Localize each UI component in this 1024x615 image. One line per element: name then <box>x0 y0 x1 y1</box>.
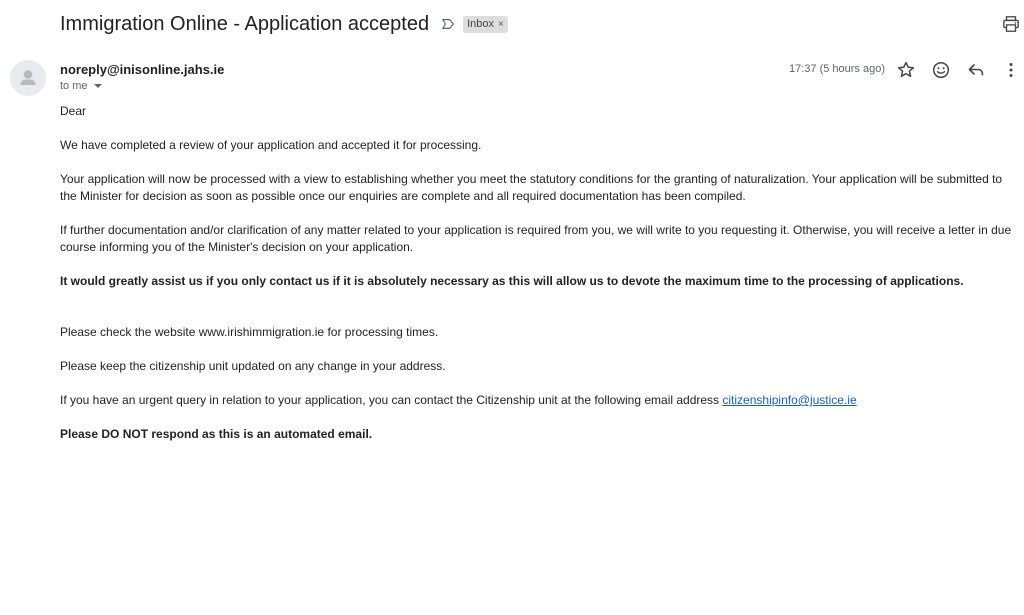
body-paragraph-3: If further documentation and/or clarification of any matter related to your application is required from you, we will write to you requesting it. Otherwise, you will receive a letter in due course informing you of the Minister's decision on your application. <box>60 223 1012 254</box>
recipient-summary <box>60 80 102 92</box>
body-paragraph-do-not-respond <box>60 426 1020 443</box>
body-paragraph-address: Please keep the citizenship unit updated on any change in your address. <box>60 359 446 373</box>
more-vert-icon[interactable] <box>1001 60 1021 80</box>
do-not-respond-emphasis: DO NOT <box>101 427 149 441</box>
emoji-react-icon[interactable] <box>931 60 951 80</box>
show-details-caret-icon[interactable] <box>94 84 102 88</box>
label-chip-text: Inbox <box>467 18 495 30</box>
default-avatar[interactable] <box>10 60 46 96</box>
remove-label-button[interactable]: × <box>498 18 504 30</box>
do-not-respond-prefix: Please <box>60 427 102 441</box>
subject-row <box>60 10 508 38</box>
reply-icon[interactable] <box>966 60 986 80</box>
body-paragraph-2: Your application will now be processed with a view to establishing whether you meet the statutory conditions for the granting of naturalization. Your application will be submitted to the Minister for decision as soon as possible once our enquiries are complete and all required documentation has been compiled. <box>60 172 1003 203</box>
recipient-label: to me <box>60 80 88 92</box>
person-icon <box>10 60 46 96</box>
label-chip-inbox <box>463 16 508 33</box>
citizenship-email-link[interactable]: citizenshipinfo@justice.ie <box>722 393 857 407</box>
body-paragraph-1: We have completed a review of your application and accepted it for processing. <box>60 138 482 152</box>
body-paragraph-website: Please check the website www.irishimmigration.ie for processing times. <box>60 325 439 339</box>
greeting: Dear <box>60 104 87 118</box>
body-paragraph-contact <box>60 392 1020 409</box>
sender-email[interactable]: noreply@inisonline.jahs.ie <box>60 62 225 77</box>
email-timestamp: 17:37 (5 hours ago) <box>789 63 886 75</box>
email-body <box>60 103 1020 460</box>
important-marker-icon[interactable] <box>441 17 455 31</box>
star-icon[interactable] <box>896 60 916 80</box>
printer-icon[interactable] <box>1002 15 1020 33</box>
contact-text: If you have an urgent query in relation to your application, you can contact the Citizenship unit at the following email address <box>60 393 723 407</box>
email-subject: Immigration Online - Application accepted <box>60 12 430 35</box>
body-paragraph-bold-notice: It would greatly assist us if you only contact us if it is absolutely necessary as this will allow us to devote the maximum time to the processing of applications. <box>60 274 964 288</box>
do-not-respond-suffix: respond as this is an automated email. <box>148 427 373 441</box>
